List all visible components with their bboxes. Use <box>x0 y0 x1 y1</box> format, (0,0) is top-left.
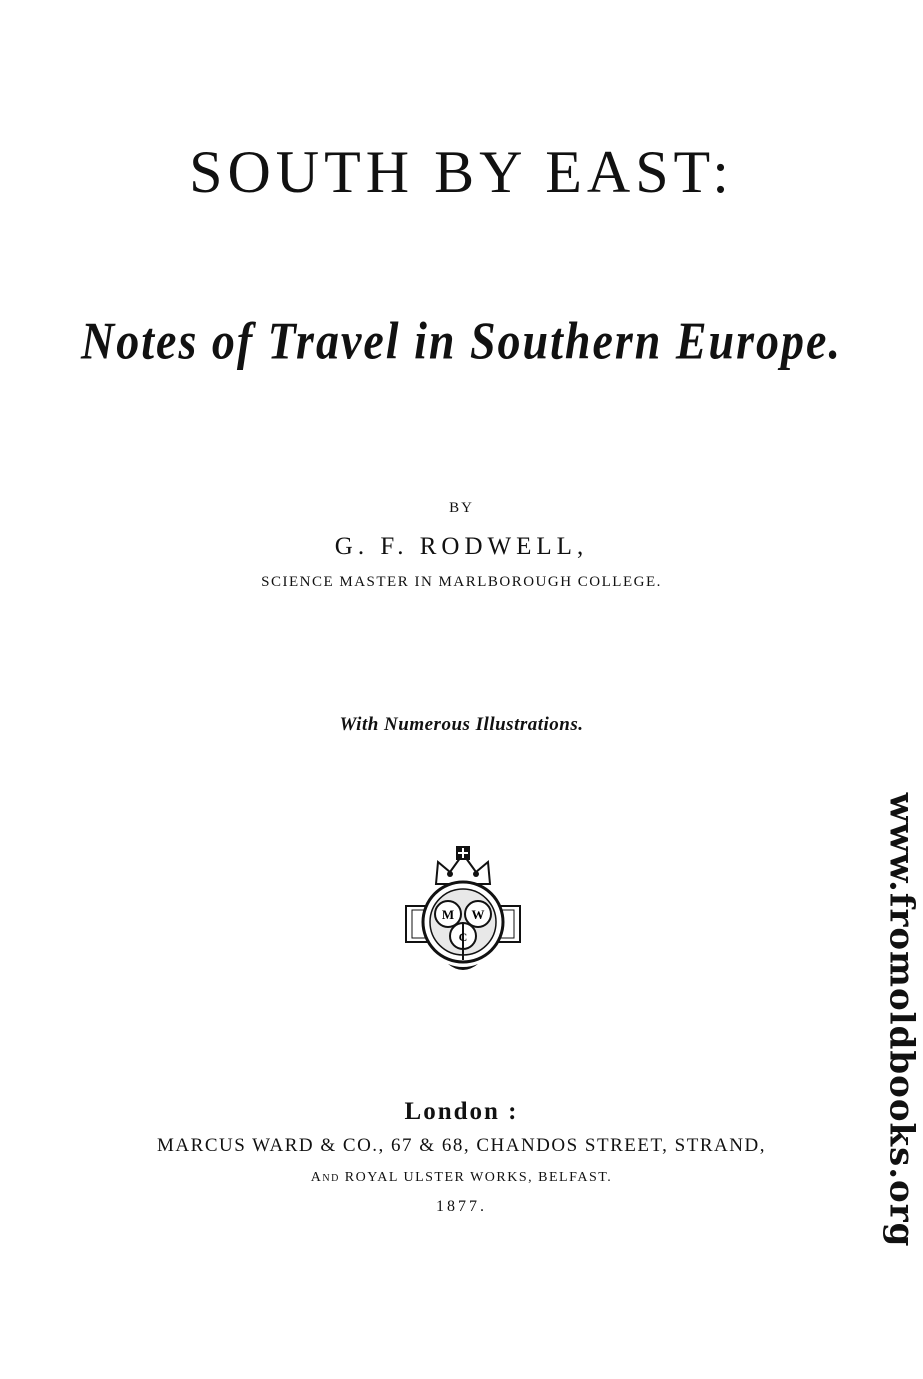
svg-text:W: W <box>471 907 485 922</box>
watermark-text: www.fromoldbooks.org <box>881 792 921 1248</box>
imprint-address: And ROYAL ULSTER WORKS, BELFAST. <box>310 1170 613 1185</box>
imprint-publisher: MARCUS WARD & CO., 67 & 68, CHANDOS STREET, STRAND, <box>157 1135 766 1156</box>
book-title: SOUTH BY EAST: <box>189 139 734 205</box>
svg-text:C: C <box>458 930 468 944</box>
imprint-city: London : <box>404 1098 519 1125</box>
watermark <box>881 665 921 1375</box>
illustrations-note: With Numerous Illustrations. <box>339 714 584 735</box>
author-name: G. F. RODWELL, <box>334 533 589 560</box>
imprint-year: 1877. <box>436 1198 487 1215</box>
author-position: SCIENCE MASTER IN MARLBOROUGH COLLEGE. <box>261 574 662 590</box>
svg-text:M: M <box>441 907 455 922</box>
publisher-crest-icon <box>398 842 528 977</box>
by-line: BY <box>449 500 474 516</box>
book-subtitle: Notes of Travel in Southern Europe. <box>81 311 842 370</box>
